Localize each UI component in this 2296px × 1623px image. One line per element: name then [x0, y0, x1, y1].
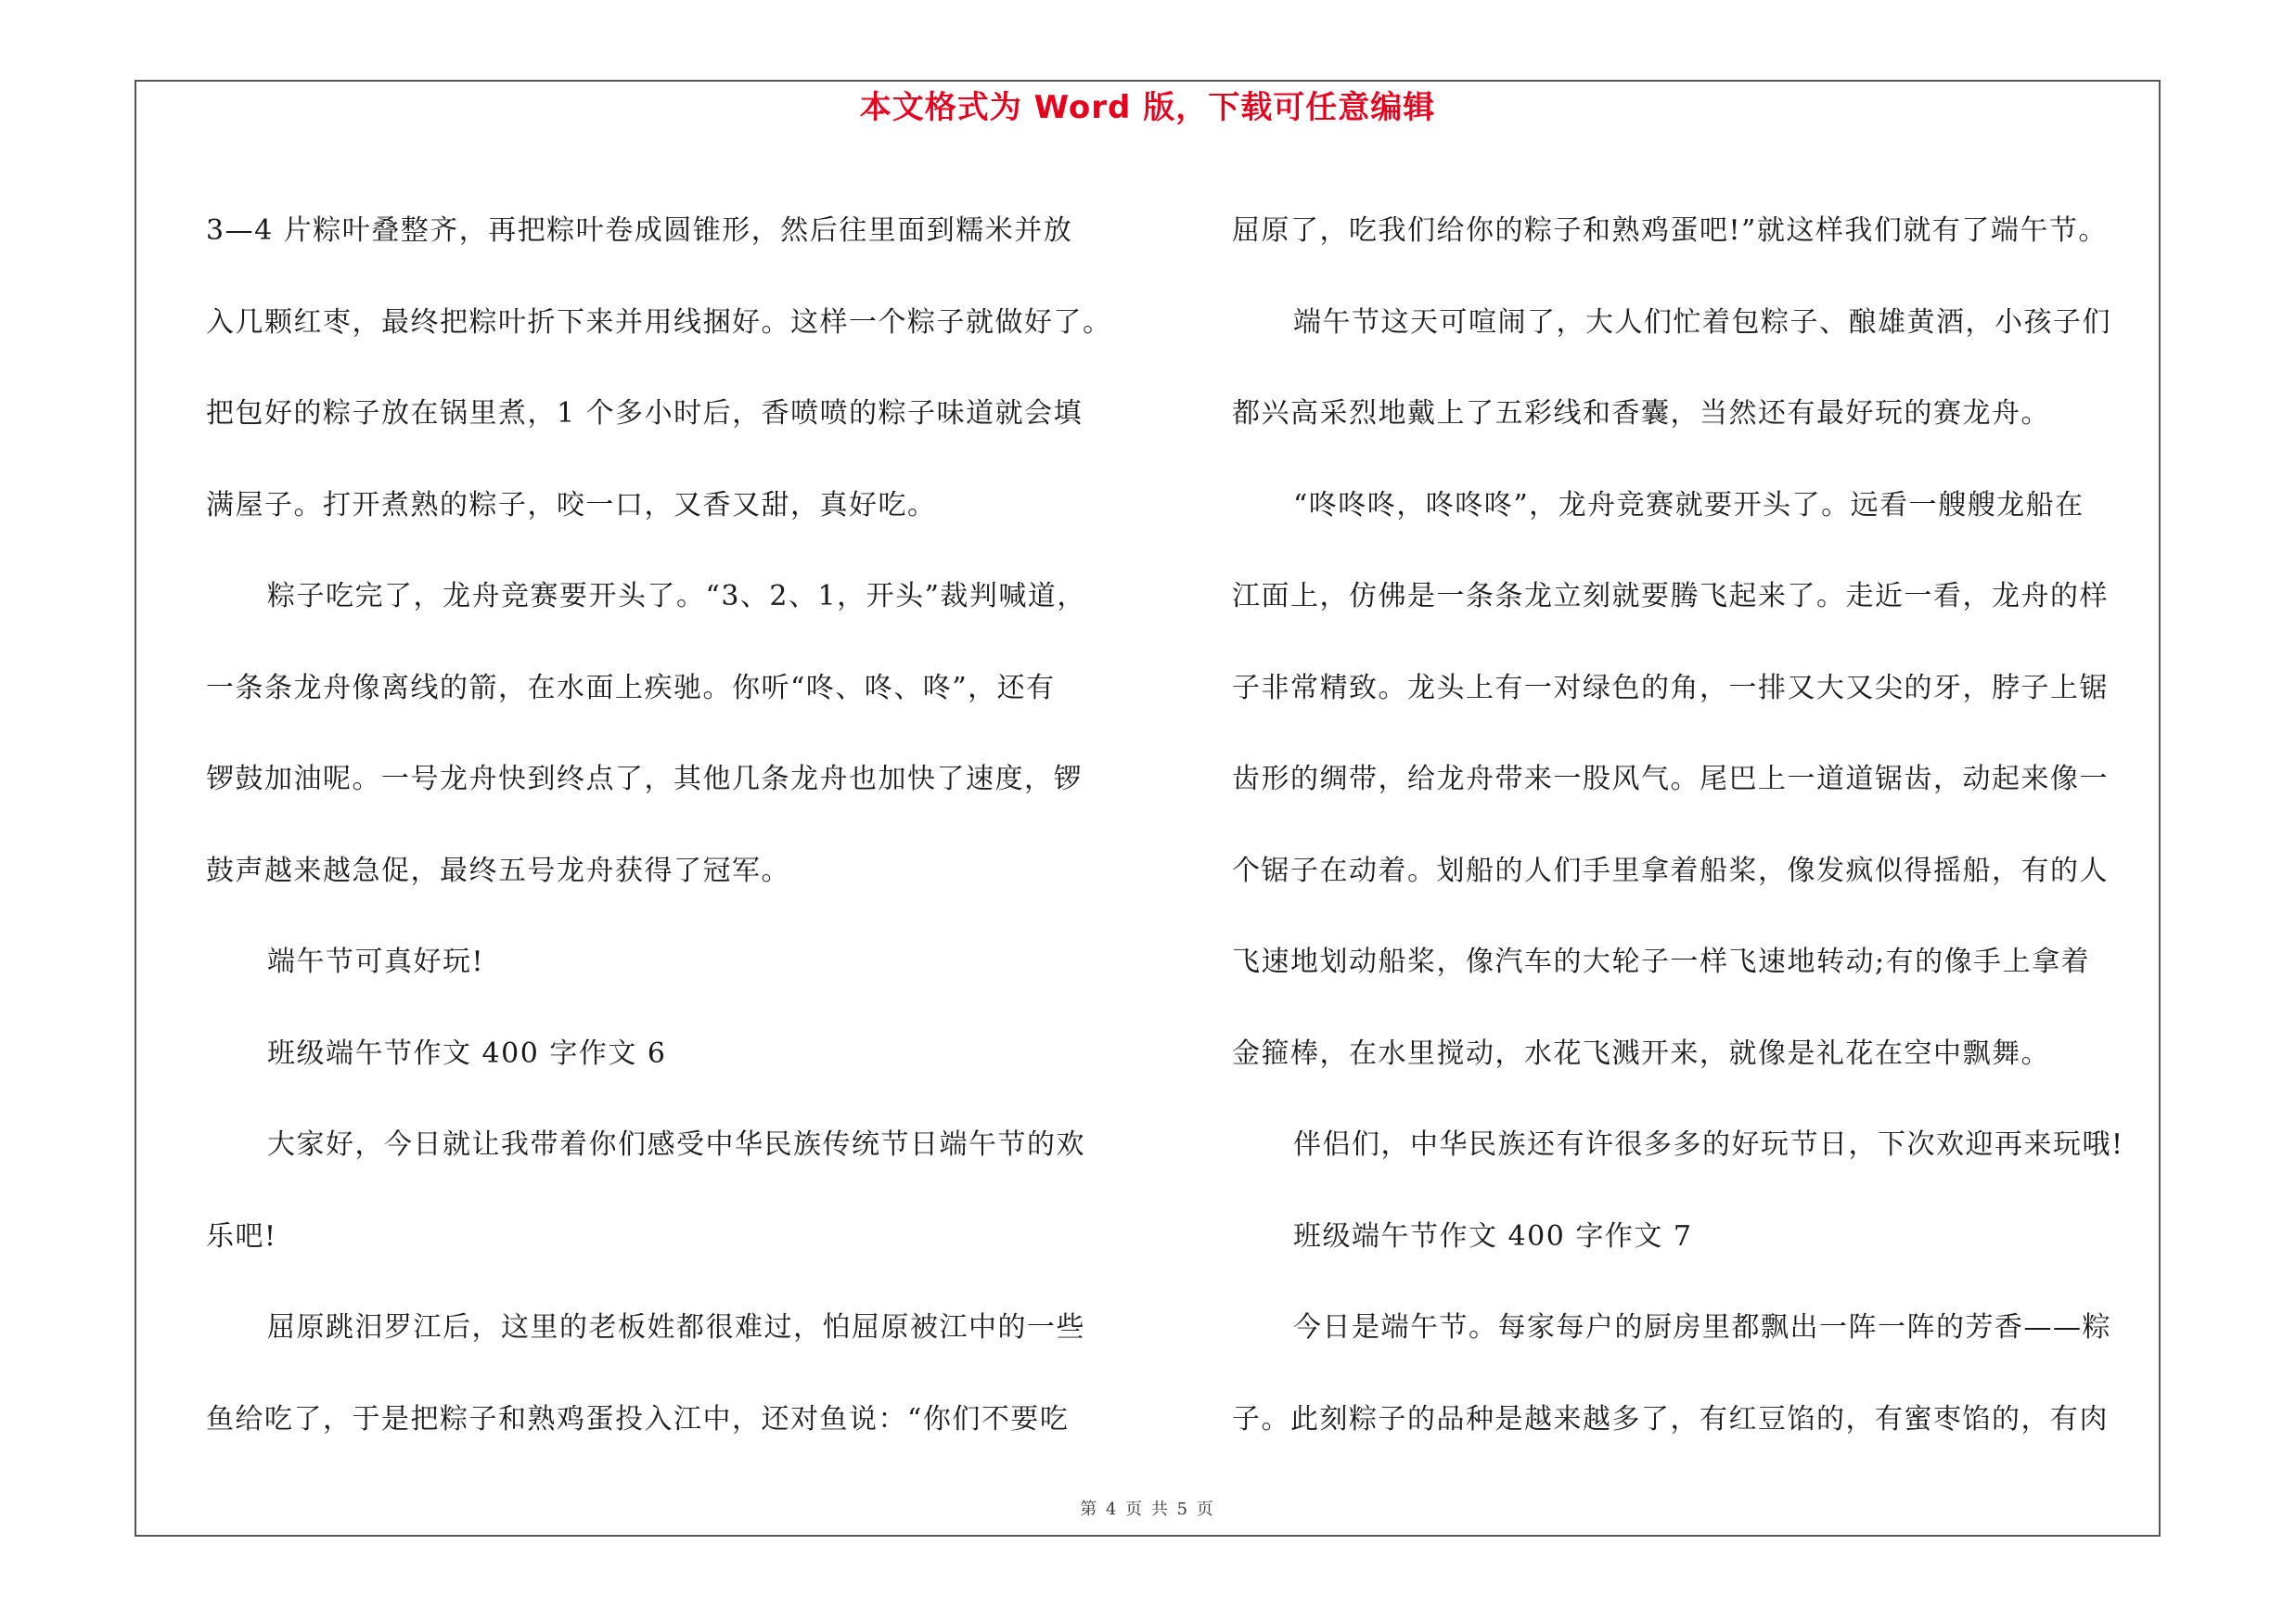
left-column-line: 班级端午节作文 400 字作文 6	[267, 1037, 667, 1070]
page-footer: 第 4 页 共 5 页	[1080, 1500, 1215, 1519]
right-column-line: “咚咚咚，咚咚咚”，龙舟竞赛就要开头了。远看一艘艘龙船在	[1293, 488, 2084, 522]
right-column-line: 子。此刻粽子的品种是越来越多了，有红豆馅的，有蜜枣馅的，有肉	[1232, 1402, 2109, 1436]
left-column-line: 3—4 片粽叶叠整齐，再把粽叶卷成圆锥形，然后往里面到糯米并放	[206, 214, 1073, 247]
left-column-line: 乐吧!	[206, 1219, 277, 1253]
right-column-line: 江面上，仿佛是一条条龙立刻就要腾飞起来了。走近一看，龙舟的样	[1232, 580, 2109, 612]
left-column-line: 大家好，今日就让我带着你们感受中华民族传统节日端午节的欢	[267, 1128, 1085, 1161]
left-column-line: 鼓声越来越急促，最终五号龙舟获得了冠军。	[206, 854, 790, 887]
right-column-line: 班级端午节作文 400 字作文 7	[1293, 1219, 1693, 1253]
right-column-line: 飞速地划动船桨，像汽车的大轮子一样飞速地转动;有的像手上拿着	[1232, 946, 2091, 978]
format-banner: 本文格式为 Word 版，下载可任意编辑	[859, 89, 1436, 126]
right-column-line: 个锯子在动着。划船的人们手里拿着船桨，像发疯似得摇船，有的人	[1232, 854, 2109, 887]
right-column-line: 齿形的绸带，给龙舟带来一股风气。尾巴上一道道锯齿，动起来像一	[1232, 763, 2109, 795]
left-column-line: 屈原跳汨罗江后，这里的老板姓都很难过，怕屈原被江中的一些	[267, 1311, 1085, 1344]
right-column-line: 子非常精致。龙头上有一对绿色的角，一排又大又尖的牙，脖子上锯	[1232, 671, 2109, 704]
right-column-line: 屈原了，吃我们给你的粽子和熟鸡蛋吧!”就这样我们就有了端午节。	[1232, 214, 2108, 247]
right-column-line: 金箍棒，在水里搅动，水花飞溅开来，就像是礼花在空中飘舞。	[1232, 1037, 2050, 1070]
left-column-line: 端午节可真好玩!	[267, 946, 485, 978]
left-column-line: 入几颗红枣，最终把粽叶折下来并用线捆好。这样一个粽子就做好了。	[206, 305, 1112, 339]
left-column-line: 粽子吃完了，龙舟竞赛要开头了。“3、2、1，开头”裁判喊道，	[267, 580, 1086, 612]
left-column-line: 鱼给吃了，于是把粽子和熟鸡蛋投入江中，还对鱼说：“你们不要吃	[206, 1402, 1070, 1436]
left-column-line: 满屋子。打开煮熟的粽子，咬一口，又香又甜，真好吃。	[206, 488, 937, 522]
left-column-line: 一条条龙舟像离线的箭，在水面上疾驰。你听“咚、咚、咚”，还有	[206, 671, 1056, 704]
left-column-line: 把包好的粽子放在锅里煮，1 个多小时后，香喷喷的粽子味道就会填	[206, 397, 1084, 430]
right-column-line: 今日是端午节。每家每户的厨房里都飘出一阵一阵的芳香——粽	[1293, 1311, 2111, 1344]
right-column-line: 伴侣们，中华民族还有许很多多的好玩节日，下次欢迎再来玩哦!	[1293, 1128, 2124, 1161]
left-column	[206, 186, 1134, 1465]
left-column-line: 锣鼓加油呢。一号龙舟快到终点了，其他几条龙舟也加快了速度，锣	[206, 763, 1083, 795]
right-column-line: 端午节这天可喧闹了，大人们忙着包粽子、酿雄黄酒，小孩子们	[1293, 305, 2111, 339]
right-column-line: 都兴高采烈地戴上了五彩线和香囊，当然还有最好玩的赛龙舟。	[1232, 397, 2050, 430]
right-column	[1232, 186, 2160, 1465]
